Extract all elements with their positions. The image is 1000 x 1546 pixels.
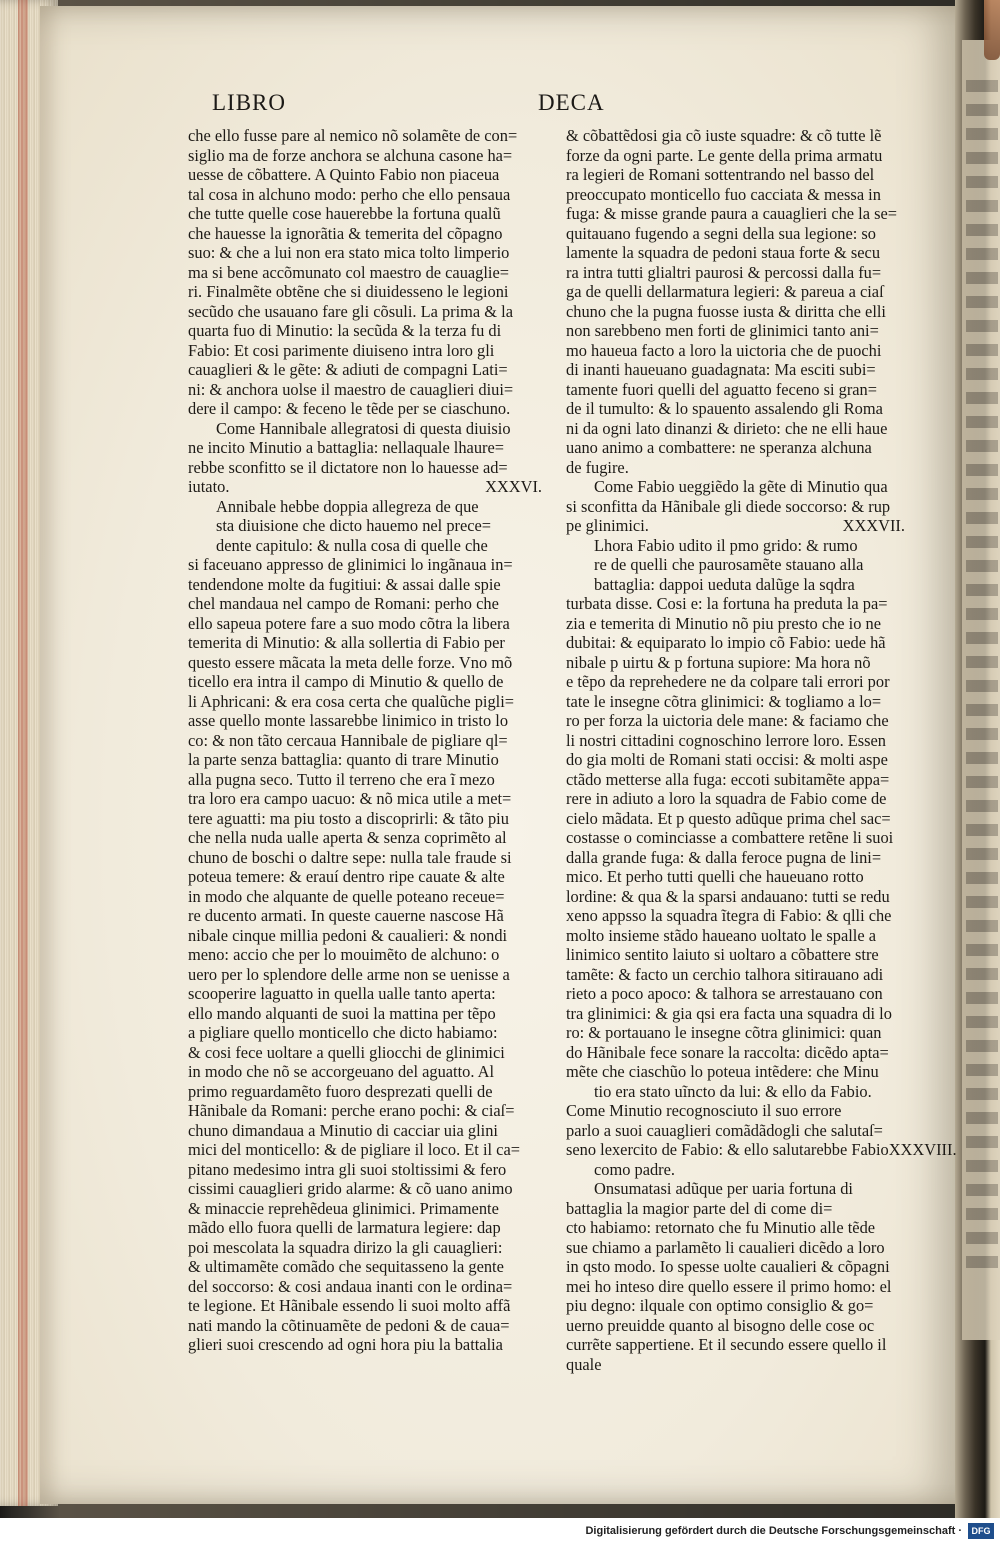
line-text: dente capitulo: & nulla cosa di quelle che: [216, 535, 488, 555]
text-line: [566, 653, 911, 673]
line-text: la parte senza battaglia: quanto di trare Minutio: [188, 750, 499, 769]
text-line: [188, 965, 548, 985]
line-text: rieto a poco apoco: & talhora se arrestauano con: [566, 984, 883, 1003]
text-line: [566, 126, 911, 146]
text-line: [188, 419, 548, 439]
line-text: sta diuisione che dicto hauemo nel prece=: [216, 516, 492, 535]
line-text: dere il campo: & feceno le tẽde per se ciaschuno.: [188, 399, 511, 418]
line-text: co: & non tãto cercaua Hannibale de pigliare ql=: [188, 730, 508, 750]
text-line: [566, 848, 911, 868]
line-text: cissimi cauaglieri grido alarme: & cõ uano animo: [188, 1179, 513, 1198]
text-line: [188, 848, 548, 868]
text-line: [188, 1121, 548, 1141]
text-line: [566, 302, 911, 322]
line-text: tamẽte: & facto un cerchio talhora sitirauano adi: [566, 964, 884, 984]
line-text: tra loro era campo uacuo: & nõ mica utile a met=: [188, 789, 512, 808]
line-text: di inanti haueuano guadagnata: Ma esciti subi=: [566, 360, 876, 379]
line-text: questo essere mãcata la meta delle forze. Vno mõ: [188, 652, 513, 672]
text-line: [566, 477, 911, 497]
text-line: [188, 809, 548, 829]
text-line: [188, 321, 548, 341]
line-text: battaglia: dappoi ueduta dalũge la sqdra: [594, 574, 855, 594]
line-text: Come Minutio recognosciuto il suo errore: [566, 1101, 842, 1120]
text-line: [566, 1218, 911, 1238]
line-text: tal cosa in alchuno modo: perho che ello pensaua: [188, 184, 511, 204]
text-line: [566, 965, 911, 985]
line-text: molto insieme stãdo haueano uoltato le spalle a: [566, 925, 876, 945]
line-text: rere in adiuto a loro la squadra de Fabio come de: [566, 789, 887, 808]
line-text: ga de quelli dellarmatura legieri: & pareua a ciaſ: [566, 282, 884, 301]
text-line: [188, 263, 548, 283]
text-line: [188, 1257, 548, 1277]
text-line: [188, 243, 548, 263]
text-line: [566, 1101, 911, 1121]
text-line: [188, 1179, 548, 1199]
text-line: [566, 633, 911, 653]
line-text: ra intra tutti glialtri paurosi & percossi dalla fu=: [566, 262, 882, 282]
line-text: in qsto modo. Io spesse uolte caualieri & cõpagni: [566, 1257, 890, 1276]
line-text: re ducento armati. In queste cauerne nascose Hã: [188, 906, 504, 925]
text-line: [188, 146, 548, 166]
text-line: [566, 399, 911, 419]
line-text: si sconfitta da Hãnibale gli diede soccorso: & rup: [566, 496, 891, 516]
line-text: currẽte sappertiene. Et il secundo essere quello il: [566, 1335, 887, 1354]
text-line: [566, 809, 911, 829]
footer-bar: [0, 1518, 1000, 1546]
line-text: Onsumatasi adũque per uaria fortuna di: [594, 1179, 853, 1198]
line-text: do Hãnibale fece sonare la raccolta: dicẽdo apta=: [566, 1042, 889, 1062]
text-line: [188, 341, 548, 361]
text-line: [188, 1199, 548, 1219]
text-line: [566, 984, 911, 1004]
text-line: [566, 1004, 911, 1024]
line-text: ne incito Minutio a battaglia: nellaquale lhaure=: [188, 438, 505, 457]
text-line: [188, 516, 548, 536]
line-text: tendendone molte da fugitiui: & assai dalle spie: [188, 574, 501, 594]
text-line: [566, 945, 911, 965]
left-column: [188, 126, 548, 1355]
text-line: [566, 1179, 911, 1199]
line-text: chuno dimandaua a Minutio di cacciar uia glini: [188, 1120, 498, 1140]
text-line: [566, 575, 911, 595]
line-text: mico. Et perho tutti quelli che haueuano rotto: [566, 867, 864, 886]
line-text: & minaccie reprehẽdeua glinimici. Primamente: [188, 1198, 499, 1218]
line-text: a pigliare quello monticello che dicto habiamo:: [188, 1023, 498, 1042]
line-text: si faceuano appresso de glinimici lo ingãnaua in=: [188, 555, 513, 574]
text-line: [566, 1316, 911, 1336]
chapter-number: XXXVIII.: [888, 1140, 957, 1159]
line-text: uesse de cõbattere. A Quinto Fabio non piaceua: [188, 165, 500, 184]
text-line: [566, 926, 911, 946]
text-line: [566, 419, 911, 439]
line-text: chuno de boschi o daltre sepe: nulla tale fraude si: [188, 847, 512, 867]
line-text: non sarebbeno men forti de glinimici tanto ani=: [566, 321, 879, 340]
text-line: [188, 477, 548, 497]
line-text: costasse o cominciasse a combattere retẽne li suoi: [566, 828, 894, 847]
text-line: [188, 633, 548, 653]
line-text: de il tumulto: & lo spauento assalendo gli Roma: [566, 399, 883, 418]
text-line: [566, 204, 911, 224]
line-text: seno lexercito de Fabio: & ello salutarebbe Fabio: [566, 1140, 889, 1159]
line-text: Annibale hebbe doppia allegreza de que: [216, 496, 479, 516]
line-text: Come Hannibale allegratosi di questa diuisio: [216, 418, 511, 438]
line-text: tamente fuori quelli del aguatto feceno si gran=: [566, 379, 877, 399]
line-text: poteua temere: & erauí dentro ripe cauate & alte: [188, 867, 505, 886]
text-line: [188, 926, 548, 946]
line-text: mici del monticello: & de pigliare il loco. Et il ca=: [188, 1140, 520, 1159]
line-text: sue chiamo a parlamẽto li caualieri dicẽdo a loro: [566, 1237, 885, 1257]
text-line: [188, 399, 548, 419]
text-line: [188, 497, 548, 517]
text-line: [566, 263, 911, 283]
line-text: & cosi fece uoltare a quelli gliocchi de glinimici: [188, 1042, 505, 1062]
line-text: turbata disse. Cosi e: la fortuna ha preduta la pa=: [566, 594, 888, 613]
text-line: [188, 1140, 548, 1160]
text-line: [566, 282, 911, 302]
line-text: suo: & che a lui non era stato mica tolto limperio: [188, 243, 510, 262]
text-line: [566, 243, 911, 263]
text-line: [188, 360, 548, 380]
line-text: Fabio: Et cosi parimente diuiseno intra loro gli: [188, 340, 495, 360]
line-text: fuga: & misse grande paura a cauaglieri che la se=: [566, 204, 897, 223]
text-line: [566, 1160, 911, 1180]
line-text: nibale p uirtu & p fortuna supiore: Ma hora nõ: [566, 652, 871, 672]
text-line: [188, 1238, 548, 1258]
text-line: [188, 711, 548, 731]
line-text: lordine: & qua & la sparsi andauano: tutti se redu: [566, 886, 890, 906]
line-text: meno: accio che per lo mouimẽto de alchuno: o: [188, 945, 500, 964]
text-line: [566, 750, 911, 770]
line-text: ma si bene accõmunato col maestro de cauaglie=: [188, 262, 509, 282]
line-text: chel mandaua nel campo de Romani: perho che: [188, 594, 499, 613]
line-text: xeno appsso la squadra ĩtegra di Fabio: & qlli che: [566, 906, 892, 925]
line-text: che nella nuda ualle aperta & senza coprimẽto al: [188, 828, 507, 847]
line-text: parlo a suoi cauaglieri comãdãdogli che salutaſ=: [566, 1120, 883, 1140]
line-text: quale: [566, 1354, 602, 1374]
text-line: [188, 614, 548, 634]
line-text: pitano medesimo intra gli suoi stoltissimi & fero: [188, 1159, 507, 1179]
text-line: [188, 594, 548, 614]
text-line: [566, 1062, 911, 1082]
line-text: dalla grande fuga: & dalla feroce pugna de lini=: [566, 847, 882, 867]
text-line: [566, 867, 911, 887]
text-line: [566, 224, 911, 244]
text-line: [188, 984, 548, 1004]
text-line: [188, 1023, 548, 1043]
text-line: [566, 516, 911, 536]
line-text: in modo che nõ se accorgeuano del aguatto. Al: [188, 1062, 495, 1081]
line-text: ello sapeua potere fare a suo modo cõtra la libera: [188, 613, 510, 633]
text-line: [188, 458, 548, 478]
line-text: nibale cinque millia pedoni & caualieri: & nondi: [188, 925, 508, 945]
text-line: [566, 614, 911, 634]
line-text: che ello fusse pare al nemico nõ solamẽte de con=: [188, 126, 518, 145]
text-line: [566, 711, 911, 731]
text-line: [566, 1199, 911, 1219]
text-line: [566, 770, 911, 790]
text-line: [566, 672, 911, 692]
text-line: [188, 204, 548, 224]
line-text: & ultimamẽte comãdo che sequitasseno la gente: [188, 1257, 504, 1276]
line-text: e tẽpo da reprehedere ne da colpare tali errori por: [566, 672, 890, 691]
line-text: quarta fuo di Minutio: la secũda & la terza fu di: [188, 321, 502, 340]
line-text: secũdo che usauano fare gli cõsuli. La prima & la: [188, 301, 513, 321]
line-text: Lhora Fabio udito il pmo grido: & rumo: [594, 535, 858, 555]
line-text: ro: & portauano le insegne cõtra glinimici: quan: [566, 1023, 882, 1042]
line-text: te legione. Et Hãnibale essendo li suoi molto affã: [188, 1296, 511, 1315]
line-text: uano animo a combattere: ne speranza alchuna: [566, 438, 872, 457]
line-text: del soccorso: & cosi andaua inanti con le ordina=: [188, 1276, 513, 1296]
line-text: dubitai: & equiparato lo impio cõ Fabio: uede hã: [566, 633, 886, 652]
text-line: [188, 1277, 548, 1297]
line-text: zia e temerita di Minutio nõ piu presto che io ne: [566, 613, 881, 633]
line-text: quitauano fugendo a segni della sua legione: so: [566, 223, 876, 243]
line-text: forze da ogni parte. Le gente della prima armatu: [566, 145, 883, 165]
text-line: [566, 165, 911, 185]
running-head-right: DECA: [538, 90, 605, 115]
text-line: [188, 1082, 548, 1102]
line-text: li nostri cittadini cognoschino lerrore loro. Essen: [566, 730, 887, 750]
text-line: [188, 302, 548, 322]
chapter-number: XXXVII.: [842, 516, 905, 535]
text-line: [188, 653, 548, 673]
text-line: [188, 185, 548, 205]
line-text: scooperire laguatto in quella ualle tanto aperta:: [188, 984, 496, 1003]
line-text: mei ho inteso dire quello essere il primo homo: el: [566, 1276, 892, 1296]
line-text: ello mando alquanti de suoi la mattina per tẽpo: [188, 1003, 496, 1023]
line-text: tio era stato uĩncto da lui: & ello da Fabio.: [594, 1081, 872, 1101]
line-text: chuno che la pugna fuosse iusta & diritta che elli: [566, 301, 886, 321]
line-text: che tutte quelle cose hauerebbe la fortuna qualũ: [188, 204, 501, 223]
line-text: primo reguardamẽto fuoro desprezati quelli de: [188, 1081, 493, 1101]
text-line: [188, 380, 548, 400]
text-line: [566, 1238, 911, 1258]
text-line: [188, 770, 548, 790]
chapter-number: XXXVI.: [485, 477, 542, 496]
red-edge-stain: [18, 0, 28, 1506]
text-line: [566, 828, 911, 848]
right-column: [566, 126, 957, 1374]
text-line: [188, 692, 548, 712]
text-line: [188, 789, 548, 809]
text-line: [566, 1140, 957, 1160]
text-line: [188, 1043, 548, 1063]
line-text: pe glinimici.: [566, 516, 649, 535]
line-text: tere aguatti: ma piu tosto a discoprirli: & tãto piu: [188, 808, 509, 828]
line-text: piu degno: ilquale con optimo consiglio & go=: [566, 1296, 874, 1315]
facing-page-text: [966, 80, 998, 1280]
line-text: Hãnibale da Romani: perche erano pochi: & ciaſ=: [188, 1101, 515, 1120]
line-text: rebbe sconfitto se il dictatore non lo hauesse ad=: [188, 457, 508, 477]
text-line: [566, 1023, 911, 1043]
text-line: [566, 360, 911, 380]
text-line: [566, 380, 911, 400]
text-line: [188, 672, 548, 692]
line-text: alla pugna seco. Tutto il terreno che era ĩ mezo: [188, 769, 495, 789]
line-text: tate le insegne cõtra glinimici: & togliamo a lo=: [566, 691, 882, 711]
line-text: ri. Finalmẽte obtẽne che si diuidesseno le legioni: [188, 282, 509, 301]
line-text: ni da ogni lato dinanzi & dirieto: che ne elli haue: [566, 418, 888, 438]
text-line: [188, 536, 548, 556]
text-line: [188, 828, 548, 848]
text-line: [566, 731, 911, 751]
text-line: [566, 438, 911, 458]
line-text: che hauesse la ignorãtia & temerita del cõpagno: [188, 223, 503, 243]
line-text: ctãdo metterse alla fuga: eccoti subitamẽte appa=: [566, 769, 890, 789]
text-line: [188, 438, 548, 458]
line-text: como padre.: [594, 1159, 676, 1179]
text-line: [566, 1355, 911, 1375]
text-line: [566, 692, 911, 712]
line-text: do gia molti de Romani stati occisi: & molti aspe: [566, 750, 888, 769]
line-text: uero per lo splendore delle arme non se uenisse a: [188, 964, 510, 984]
text-line: [188, 867, 548, 887]
line-text: li Aphricani: & era cosa certa che qualũche pigli=: [188, 691, 514, 711]
text-line: [566, 1296, 911, 1316]
text-line: [188, 887, 548, 907]
text-line: [188, 1296, 548, 1316]
text-line: [566, 321, 911, 341]
clasp-strap: [984, 0, 1000, 60]
text-line: [566, 341, 911, 361]
line-text: lamente la squadra de pedoni staua forte & secu: [566, 243, 881, 262]
line-text: ticello era intra il campo di Minutio & quello de: [188, 672, 504, 691]
line-text: Come Fabio ueggiẽdo la gẽte di Minutio qua: [594, 477, 888, 496]
text-line: [566, 789, 911, 809]
text-line: [566, 185, 911, 205]
line-text: re de quelli che paurosamẽte stauano alla: [594, 555, 864, 574]
line-text: mẽte che ciaschũo lo poteua intẽdere: che Minu: [566, 1062, 879, 1081]
line-text: temerita di Minutio: & alla sollertia di Fabio per: [188, 633, 505, 652]
text-line: [566, 906, 911, 926]
line-text: uerno preuidde quanto al bisogno delle cose oc: [566, 1315, 875, 1335]
text-line: [188, 1160, 548, 1180]
text-line: [566, 458, 911, 478]
text-line: [566, 1082, 911, 1102]
line-text: mãdo ello fuora quelli de larmatura legiere: dap: [188, 1218, 501, 1237]
line-text: siglio ma de forze anchora se alchuna casone ha=: [188, 145, 513, 165]
text-line: [188, 165, 548, 185]
line-text: iutato.: [188, 477, 230, 496]
text-line: [566, 555, 911, 575]
line-text: preoccupato monticello fuo cacciata & messa in: [566, 184, 881, 204]
text-line: [566, 1043, 911, 1063]
text-line: [566, 536, 911, 556]
line-text: asse quello monte lassarebbe linimico in tristo lo: [188, 711, 509, 730]
line-text: mo haueua facto a loro la uictoria che de puochi: [566, 340, 882, 360]
text-line: [188, 575, 548, 595]
text-line: [566, 146, 911, 166]
line-text: ni: & anchora uolse il maestro de cauaglieri diui=: [188, 379, 514, 399]
facing-page-edge: [962, 40, 1000, 1340]
line-text: cto habiamo: retornato che fu Minutio alle tẽde: [566, 1218, 876, 1237]
text-line: [188, 1004, 548, 1024]
text-line: [188, 282, 548, 302]
line-text: battaglia la magior parte del di come di=: [566, 1198, 833, 1218]
line-text: cauaglieri & le gẽte: & adiuti de compagni Lati=: [188, 360, 508, 379]
text-line: [188, 1335, 548, 1355]
text-line: [188, 555, 548, 575]
line-text: tra glinimici: & gia qsi era facta una squadra di lo: [566, 1003, 892, 1023]
text-line: [566, 594, 911, 614]
line-text: de fugire.: [566, 457, 629, 477]
text-line: [188, 731, 548, 751]
text-line: [188, 224, 548, 244]
text-line: [566, 1121, 911, 1141]
text-line: [188, 1101, 548, 1121]
line-text: linimico sentito laiuto si uoltaro a cõbattere stre: [566, 945, 879, 964]
text-line: [566, 497, 911, 517]
running-head-left: LIBRO: [212, 90, 286, 115]
line-text: ro per forza la uictoria dele mane: & faciamo che: [566, 711, 889, 730]
line-text: & cõbattẽdosi gia cõ iuste squadre: & cõ tutte lẽ: [566, 126, 882, 145]
text-line: [188, 1316, 548, 1336]
line-text: in modo che alquante de quelle poteano receue=: [188, 886, 505, 906]
text-line: [566, 1257, 911, 1277]
text-line: [188, 126, 548, 146]
text-line: [188, 750, 548, 770]
line-text: nati mando la cõtinuamẽte de pedoni & de caua=: [188, 1315, 510, 1335]
text-line: [188, 1218, 548, 1238]
line-text: ra legieri de Romani sottentrando nel basso del: [566, 165, 875, 184]
text-line: [188, 1062, 548, 1082]
text-line: [566, 1277, 911, 1297]
dfg-logo: DFG: [968, 1523, 994, 1539]
line-text: glieri suoi crescendo ad ogni hora piu la battalia: [188, 1335, 503, 1354]
line-text: cielo mãdata. Et p questo adũque prima chel sac=: [566, 808, 891, 828]
text-line: [188, 945, 548, 965]
text-line: [566, 1335, 911, 1355]
footer-credit: Digitalisierung gefördert durch die Deutsche Forschungsgemeinschaft ·: [585, 1525, 962, 1537]
text-line: [566, 887, 911, 907]
text-line: [188, 906, 548, 926]
line-text: poi mescolata la squadra dirizo la gli cauaglieri:: [188, 1237, 503, 1257]
